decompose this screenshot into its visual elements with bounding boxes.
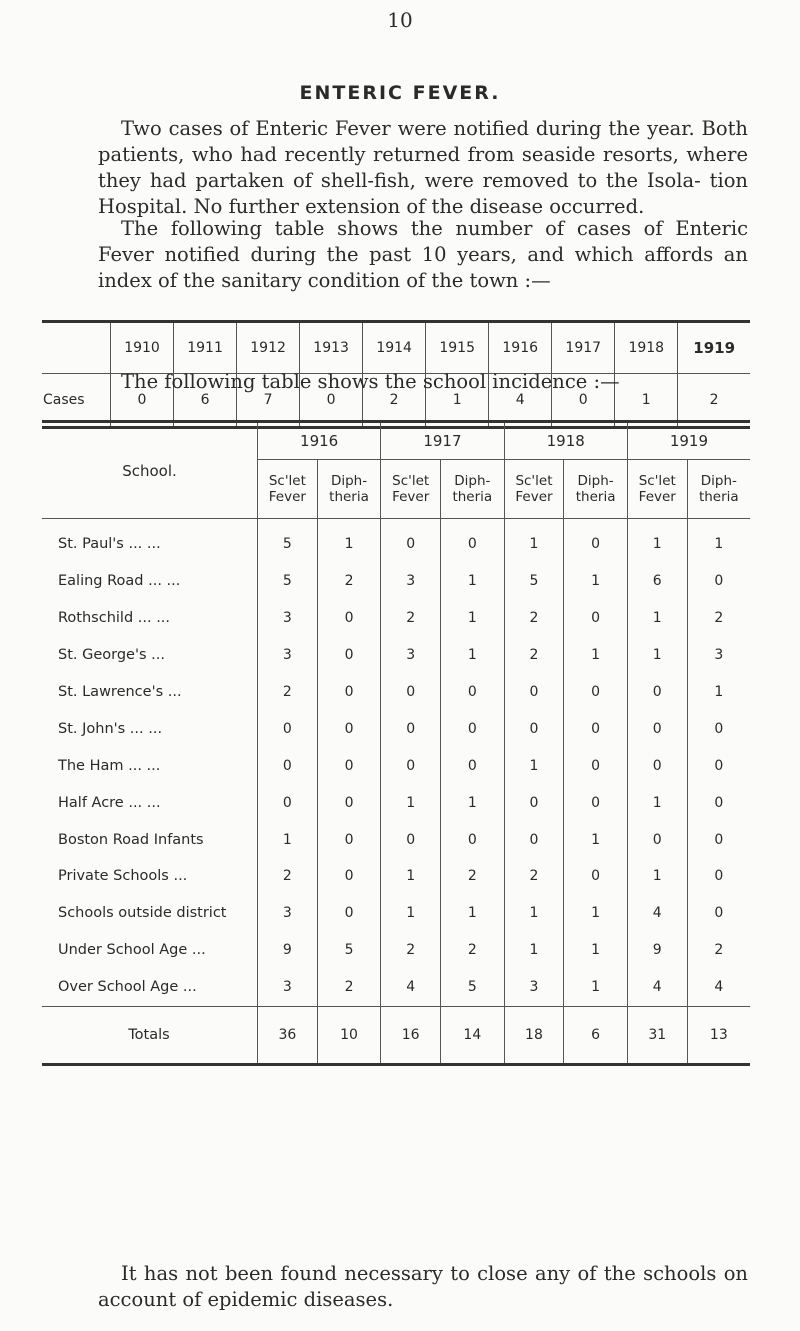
- incidence-cell: 0: [504, 710, 564, 747]
- incidence-cell: 2: [258, 858, 318, 895]
- incidence-cell: 0: [317, 784, 381, 821]
- incidence-cell: 1: [441, 600, 505, 637]
- incidence-cell: 1: [687, 674, 750, 711]
- scarlet-fever-header: Sc'let Fever: [381, 460, 441, 519]
- incidence-cell: 1: [564, 821, 628, 858]
- table-row: [42, 821, 750, 858]
- incidence-cell: 0: [381, 710, 441, 747]
- incidence-cell: 0: [564, 858, 628, 895]
- incidence-cell: 0: [687, 895, 750, 932]
- incidence-cell: 0: [564, 519, 628, 563]
- incidence-cell: 2: [258, 674, 318, 711]
- incidence-cell: 0: [504, 821, 564, 858]
- cases-value-cell: 2: [678, 374, 750, 428]
- total-cell: 14: [441, 1006, 505, 1064]
- incidence-cell: 1: [564, 637, 628, 674]
- incidence-cell: 2: [441, 858, 505, 895]
- table-row: [42, 932, 750, 969]
- incidence-cell: 2: [381, 600, 441, 637]
- table-row: [42, 969, 750, 1006]
- incidence-cell: 0: [627, 710, 687, 747]
- table-row: [42, 519, 750, 563]
- incidence-cell: 0: [317, 858, 381, 895]
- incidence-cell: 0: [687, 563, 750, 600]
- incidence-cell: 0: [258, 710, 318, 747]
- incidence-cell: 1: [441, 563, 505, 600]
- incidence-cell: 0: [687, 821, 750, 858]
- incidence-cell: 0: [687, 710, 750, 747]
- diphtheria-header: Diph- theria: [687, 460, 750, 519]
- incidence-cell: 1: [564, 969, 628, 1006]
- school-name-cell: Under School Age ...: [58, 942, 206, 959]
- year-cell: 1919: [678, 322, 750, 374]
- school-incidence-table: [42, 420, 750, 1066]
- incidence-cell: 2: [687, 600, 750, 637]
- paragraph-table-intro: The following table shows the number of cases of Enteric Fever notified during the past 10 years, and which affords an index of the sanitary condition of the town :—: [98, 217, 748, 292]
- incidence-cell: 3: [381, 563, 441, 600]
- incidence-cell: 3: [258, 969, 318, 1006]
- incidence-cell: 0: [317, 637, 381, 674]
- incidence-cell: 0: [564, 784, 628, 821]
- incidence-cell: 0: [317, 821, 381, 858]
- incidence-cell: 0: [564, 747, 628, 784]
- incidence-cell: 0: [627, 747, 687, 784]
- school-name-cell: The Ham ... ...: [58, 757, 161, 774]
- incidence-cell: 1: [381, 784, 441, 821]
- table-row: [42, 637, 750, 674]
- incidence-cell: 4: [627, 969, 687, 1006]
- diphtheria-header: Diph- theria: [441, 460, 505, 519]
- incidence-cell: 1: [317, 519, 381, 563]
- year-header: 1918: [504, 422, 627, 460]
- table-row: [42, 674, 750, 711]
- total-cell: 36: [258, 1006, 318, 1064]
- cases-value-cell: 6: [174, 374, 237, 428]
- year-cell: 1910: [111, 322, 174, 374]
- incidence-cell: 1: [504, 519, 564, 563]
- total-cell: 18: [504, 1006, 564, 1064]
- total-cell: 6: [564, 1006, 628, 1064]
- total-cell: 16: [381, 1006, 441, 1064]
- scarlet-fever-header: Sc'let Fever: [504, 460, 564, 519]
- school-year-header-row: [42, 422, 750, 460]
- year-cell: 1915: [426, 322, 489, 374]
- year-header: 1919: [627, 422, 750, 460]
- school-name-cell: Half Acre ... ...: [58, 794, 161, 811]
- year-cell: 1911: [174, 322, 237, 374]
- incidence-cell: 2: [441, 932, 505, 969]
- cases-value-cell: 2: [363, 374, 426, 428]
- incidence-cell: 3: [258, 895, 318, 932]
- school-name-cell: Boston Road Infants: [58, 831, 204, 848]
- year-header: 1917: [381, 422, 504, 460]
- total-cell: 13: [687, 1006, 750, 1064]
- school-name-cell: St. Lawrence's ...: [58, 684, 182, 700]
- incidence-cell: 0: [381, 519, 441, 563]
- school-name-cell: St. Paul's ... ...: [58, 536, 161, 553]
- cases-value-cell: 0: [552, 374, 615, 428]
- incidence-cell: 1: [441, 895, 505, 932]
- incidence-cell: 1: [627, 600, 687, 637]
- incidence-cell: 5: [317, 932, 381, 969]
- table-row: [42, 600, 750, 637]
- incidence-cell: 5: [258, 563, 318, 600]
- incidence-cell: 0: [687, 858, 750, 895]
- table-row: [42, 710, 750, 747]
- year-header: 1916: [258, 422, 381, 460]
- incidence-cell: 0: [627, 821, 687, 858]
- school-name-cell: Ealing Road ... ...: [58, 573, 181, 590]
- incidence-cell: 4: [381, 969, 441, 1006]
- incidence-cell: 2: [504, 600, 564, 637]
- incidence-cell: 1: [564, 563, 628, 600]
- diphtheria-header: Diph- theria: [317, 460, 381, 519]
- cases-value-cell: 1: [615, 374, 678, 428]
- incidence-cell: 0: [317, 600, 381, 637]
- cases-value-cell: 0: [111, 374, 174, 428]
- paragraph-intro: Two cases of Enteric Fever were notified during the year. Both patients, who had recently returned from seaside resorts, where they had partaken of shell-fish, were removed to the Isola- tion Hospital. No further extension of the disease occurred.: [98, 117, 748, 218]
- incidence-cell: 1: [687, 519, 750, 563]
- incidence-cell: 1: [381, 895, 441, 932]
- incidence-cell: 9: [627, 932, 687, 969]
- incidence-cell: 0: [258, 784, 318, 821]
- incidence-cell: 0: [441, 710, 505, 747]
- incidence-cell: 0: [687, 784, 750, 821]
- incidence-cell: 6: [627, 563, 687, 600]
- incidence-cell: 3: [687, 637, 750, 674]
- incidence-cell: 1: [441, 637, 505, 674]
- cases-corner-cell: [42, 322, 111, 374]
- school-name-cell: Private Schools ...: [58, 868, 188, 885]
- school-name-cell: St. George's ...: [58, 647, 165, 664]
- incidence-cell: 2: [381, 932, 441, 969]
- incidence-cell: 9: [258, 932, 318, 969]
- incidence-cell: 3: [258, 600, 318, 637]
- paragraph-closing: It has not been found necessary to close any of the schools on account of epidemic diseases.: [98, 1262, 748, 1311]
- cases-row-label: Cases: [43, 392, 85, 408]
- incidence-cell: 1: [564, 932, 628, 969]
- incidence-cell: 0: [317, 674, 381, 711]
- incidence-cell: 0: [317, 710, 381, 747]
- incidence-cell: 1: [564, 895, 628, 932]
- section-heading: ENTERIC FEVER.: [299, 82, 501, 104]
- year-cell: 1916: [489, 322, 552, 374]
- year-cell: 1917: [552, 322, 615, 374]
- incidence-cell: 5: [258, 519, 318, 563]
- year-cell: 1912: [237, 322, 300, 374]
- year-cell: 1913: [300, 322, 363, 374]
- incidence-cell: 1: [627, 519, 687, 563]
- scarlet-fever-header: Sc'let Fever: [258, 460, 318, 519]
- incidence-cell: 2: [504, 637, 564, 674]
- cases-value-cell: 1: [426, 374, 489, 428]
- totals-label: Totals: [42, 1006, 258, 1064]
- school-name-cell: Over School Age ...: [58, 979, 197, 996]
- incidence-cell: 0: [258, 747, 318, 784]
- incidence-cell: 1: [441, 784, 505, 821]
- incidence-cell: 0: [317, 747, 381, 784]
- incidence-cell: 2: [687, 932, 750, 969]
- incidence-cell: 0: [564, 710, 628, 747]
- incidence-cell: 0: [381, 821, 441, 858]
- incidence-cell: 4: [687, 969, 750, 1006]
- school-column-header: School.: [42, 422, 258, 519]
- incidence-cell: 0: [441, 519, 505, 563]
- diphtheria-header: Diph- theria: [564, 460, 628, 519]
- incidence-cell: 2: [317, 969, 381, 1006]
- incidence-cell: 0: [564, 600, 628, 637]
- table-row: [42, 858, 750, 895]
- school-name-cell: Schools outside district: [58, 905, 227, 922]
- incidence-cell: 5: [504, 563, 564, 600]
- incidence-cell: 3: [504, 969, 564, 1006]
- incidence-cell: 1: [504, 747, 564, 784]
- year-cell: 1914: [363, 322, 426, 374]
- scarlet-fever-header: Sc'let Fever: [627, 460, 687, 519]
- incidence-cell: 1: [504, 932, 564, 969]
- incidence-cell: 5: [441, 969, 505, 1006]
- cases-value-cell: 4: [489, 374, 552, 428]
- incidence-cell: 3: [258, 637, 318, 674]
- cases-year-row: [42, 322, 750, 374]
- cases-value-cell: 7: [237, 374, 300, 428]
- table-row: [42, 895, 750, 932]
- incidence-cell: 0: [627, 674, 687, 711]
- incidence-cell: 1: [627, 637, 687, 674]
- incidence-cell: 2: [504, 858, 564, 895]
- year-cell: 1918: [615, 322, 678, 374]
- incidence-cell: 4: [627, 895, 687, 932]
- school-name-cell: St. John's ... ...: [58, 720, 163, 737]
- incidence-cell: 3: [381, 637, 441, 674]
- incidence-cell: 2: [317, 563, 381, 600]
- incidence-cell: 0: [441, 674, 505, 711]
- incidence-cell: 0: [504, 674, 564, 711]
- incidence-cell: 1: [381, 858, 441, 895]
- table-row: [42, 563, 750, 600]
- incidence-cell: 0: [381, 747, 441, 784]
- incidence-cell: 0: [441, 747, 505, 784]
- incidence-cell: 1: [258, 821, 318, 858]
- incidence-cell: 0: [504, 784, 564, 821]
- table-row: [42, 747, 750, 784]
- table-row: [42, 784, 750, 821]
- incidence-cell: 1: [627, 784, 687, 821]
- incidence-cell: 1: [504, 895, 564, 932]
- school-name-cell: Rothschild ... ...: [58, 610, 171, 627]
- totals-row: [42, 1006, 750, 1064]
- incidence-cell: 0: [441, 821, 505, 858]
- cases-value-cell: 0: [300, 374, 363, 428]
- incidence-cell: 0: [564, 674, 628, 711]
- incidence-cell: 0: [317, 895, 381, 932]
- total-cell: 10: [317, 1006, 381, 1064]
- incidence-cell: 0: [687, 747, 750, 784]
- total-cell: 31: [627, 1006, 687, 1064]
- paragraph-school-intro: The following table shows the school incidence :—: [121, 370, 620, 393]
- incidence-cell: 1: [627, 858, 687, 895]
- page-number: 10: [387, 8, 413, 32]
- incidence-cell: 0: [381, 674, 441, 711]
